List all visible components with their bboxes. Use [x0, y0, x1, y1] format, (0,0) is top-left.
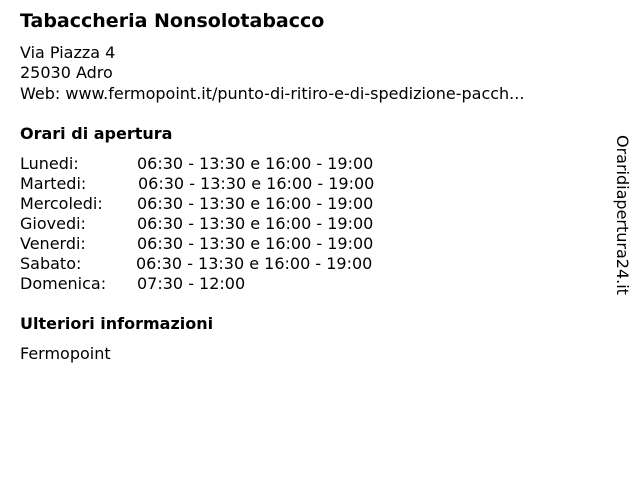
- hours-row-wednesday: [20, 194, 374, 214]
- hours-row-friday: [20, 234, 374, 254]
- hours-value: 06:30 - 13:30 e 16:00 - 19:00: [137, 234, 374, 253]
- day-label: Venerdi:: [20, 234, 86, 253]
- hours-row-tuesday: [20, 174, 374, 194]
- address-city: 25030 Adro: [20, 63, 113, 82]
- hours-value: 06:30 - 13:30 e 16:00 - 19:00: [137, 194, 374, 213]
- day-label: Martedi:: [20, 174, 87, 193]
- hours-value: 06:30 - 13:30 e 16:00 - 19:00: [137, 154, 374, 173]
- additional-info-heading: Ulteriori informazioni: [20, 314, 214, 333]
- opening-hours-table: [20, 154, 374, 294]
- day-label: Sabato:: [20, 254, 82, 273]
- address-street: Via Piazza 4: [20, 43, 116, 62]
- site-watermark: Oraridiapertura24.it: [613, 135, 632, 295]
- hours-value: 06:30 - 13:30 e 16:00 - 19:00: [136, 254, 373, 273]
- opening-hours-heading: Orari di apertura: [20, 124, 173, 143]
- day-label: Giovedi:: [20, 214, 86, 233]
- hours-value: 06:30 - 13:30 e 16:00 - 19:00: [138, 174, 375, 193]
- additional-info-text: Fermopoint: [20, 344, 111, 363]
- website-link[interactable]: Web: www.fermopoint.it/punto-di-ritiro-e-di-spedizione-pacch...: [20, 84, 525, 103]
- hours-row-thursday: [20, 214, 374, 234]
- hours-value: 07:30 - 12:00: [137, 274, 246, 293]
- day-label: Mercoledi:: [20, 194, 103, 213]
- day-label: Domenica:: [20, 274, 107, 293]
- hours-row-monday: [20, 154, 374, 174]
- hours-row-saturday: [20, 254, 374, 274]
- hours-value: 06:30 - 13:30 e 16:00 - 19:00: [137, 214, 374, 233]
- day-label: Lunedi:: [20, 154, 79, 173]
- hours-row-sunday: [20, 274, 374, 294]
- store-title: Tabaccheria Nonsolotabacco: [20, 10, 325, 32]
